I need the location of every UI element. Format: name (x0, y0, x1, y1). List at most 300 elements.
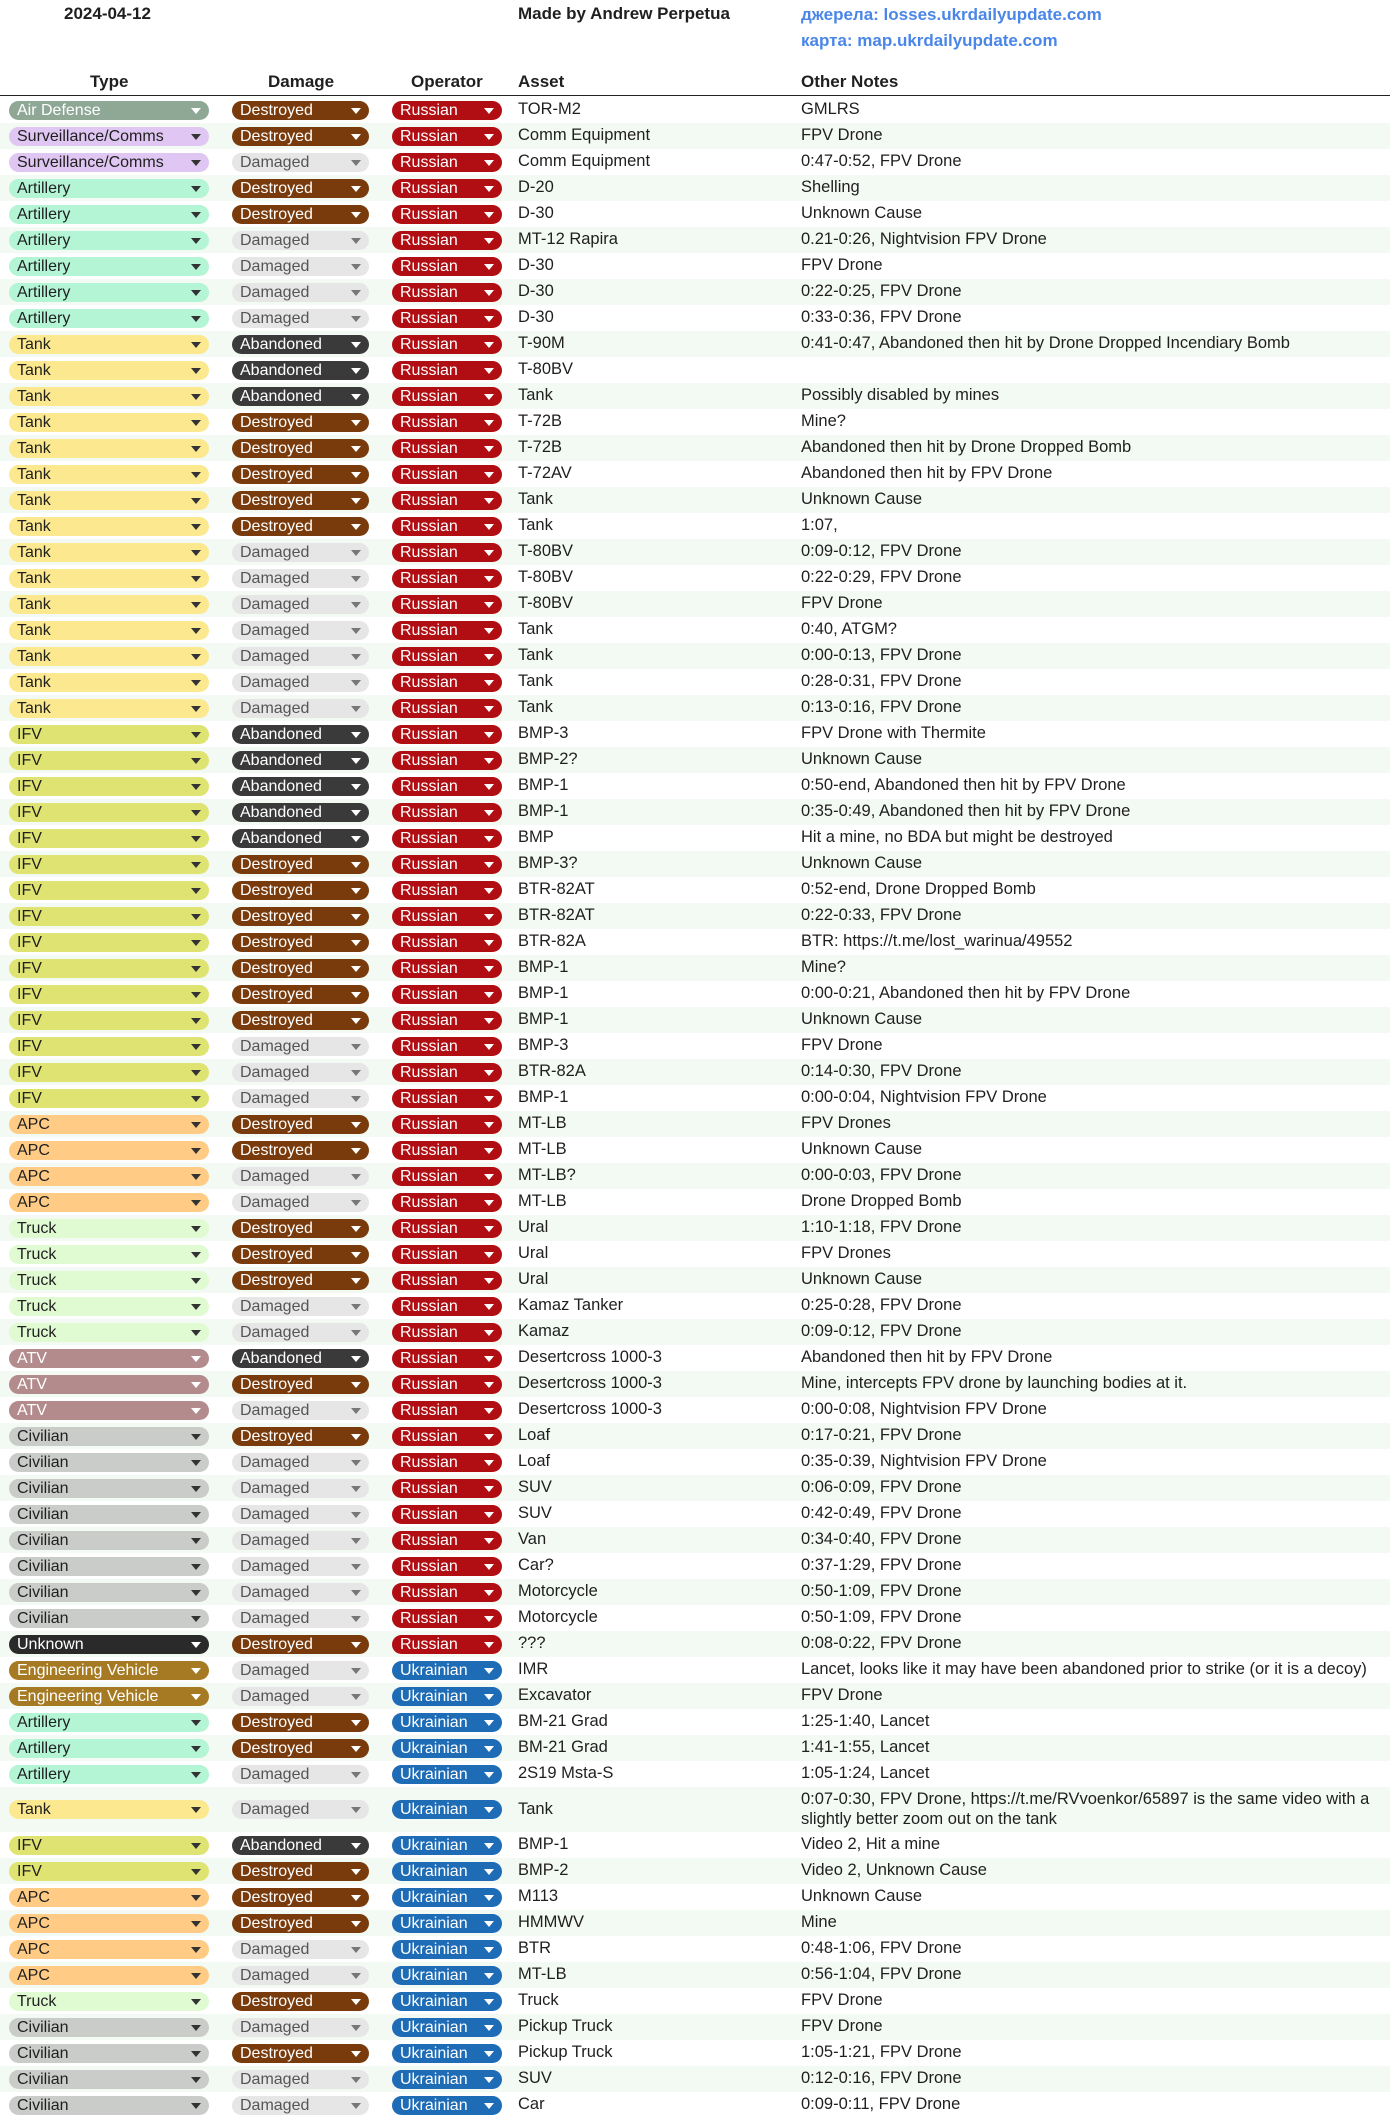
operator-dropdown[interactable] (392, 829, 502, 848)
type-dropdown[interactable] (9, 361, 209, 380)
damage-dropdown[interactable] (232, 1635, 369, 1654)
notes-cell[interactable]: 0:08-0:22, FPV Drone (801, 1634, 962, 1652)
asset-cell[interactable]: Tank (518, 386, 553, 404)
operator-dropdown[interactable] (392, 257, 502, 276)
damage-dropdown[interactable] (232, 1245, 369, 1264)
damage-dropdown[interactable] (232, 543, 369, 562)
notes-cell[interactable]: Possibly disabled by mines (801, 386, 1000, 404)
damage-dropdown[interactable] (232, 1453, 369, 1472)
asset-cell[interactable]: MT-LB (518, 1114, 567, 1132)
asset-cell[interactable]: BMP-3 (518, 724, 569, 742)
asset-cell[interactable]: D-30 (518, 256, 554, 274)
notes-cell[interactable]: 0:00-0:03, FPV Drone (801, 1166, 962, 1184)
damage-dropdown[interactable] (232, 1992, 369, 2011)
type-dropdown[interactable] (9, 153, 209, 172)
type-dropdown[interactable] (9, 1297, 209, 1316)
type-dropdown[interactable] (9, 1635, 209, 1654)
notes-cell[interactable]: 0:00-0:08, Nightvision FPV Drone (801, 1400, 1047, 1418)
damage-dropdown[interactable] (232, 1167, 369, 1186)
damage-dropdown[interactable] (232, 725, 369, 744)
notes-cell[interactable]: 0:00-0:21, Abandoned then hit by FPV Drone (801, 984, 1131, 1002)
type-dropdown[interactable] (9, 1453, 209, 1472)
type-dropdown[interactable] (9, 1115, 209, 1134)
operator-dropdown[interactable] (392, 621, 502, 640)
type-dropdown[interactable] (9, 1167, 209, 1186)
notes-cell[interactable]: 0:07-0:30, FPV Drone, https://t.me/RVvoenkor/65897 is the same video with a slightly better zoom out on the tank (801, 1790, 1370, 1828)
asset-cell[interactable]: T-72B (518, 412, 563, 430)
operator-dropdown[interactable] (392, 1713, 502, 1732)
operator-dropdown[interactable] (392, 985, 502, 1004)
damage-dropdown[interactable] (232, 1836, 369, 1855)
damage-dropdown[interactable] (232, 1966, 369, 1985)
operator-dropdown[interactable] (392, 205, 502, 224)
damage-dropdown[interactable] (232, 569, 369, 588)
damage-dropdown[interactable] (232, 387, 369, 406)
asset-cell[interactable]: BMP-1 (518, 802, 569, 820)
notes-cell[interactable]: 0:41-0:47, Abandoned then hit by Drone Dropped Incendiary Bomb (801, 334, 1290, 352)
damage-dropdown[interactable] (232, 101, 369, 120)
type-dropdown[interactable] (9, 647, 209, 666)
operator-dropdown[interactable] (392, 855, 502, 874)
operator-dropdown[interactable] (392, 1739, 502, 1758)
notes-cell[interactable]: 0:34-0:40, FPV Drone (801, 1530, 962, 1548)
operator-dropdown[interactable] (392, 491, 502, 510)
damage-dropdown[interactable] (232, 1193, 369, 1212)
operator-dropdown[interactable] (392, 153, 502, 172)
type-dropdown[interactable] (9, 127, 209, 146)
type-dropdown[interactable] (9, 1531, 209, 1550)
damage-dropdown[interactable] (232, 231, 369, 250)
type-dropdown[interactable] (9, 231, 209, 250)
damage-dropdown[interactable] (232, 179, 369, 198)
notes-cell[interactable]: 0:35-0:39, Nightvision FPV Drone (801, 1452, 1047, 1470)
operator-dropdown[interactable] (392, 725, 502, 744)
damage-dropdown[interactable] (232, 1479, 369, 1498)
damage-dropdown[interactable] (232, 491, 369, 510)
notes-cell[interactable]: 0:28-0:31, FPV Drone (801, 672, 962, 690)
damage-dropdown[interactable] (232, 1862, 369, 1881)
notes-cell[interactable]: 0:00-0:13, FPV Drone (801, 646, 962, 664)
damage-dropdown[interactable] (232, 1687, 369, 1706)
asset-cell[interactable]: SUV (518, 2069, 552, 2087)
asset-cell[interactable]: Motorcycle (518, 1608, 598, 1626)
damage-dropdown[interactable] (232, 1375, 369, 1394)
asset-cell[interactable]: BMP-2 (518, 1861, 569, 1879)
operator-dropdown[interactable] (392, 1531, 502, 1550)
type-dropdown[interactable] (9, 309, 209, 328)
asset-cell[interactable]: Tank (518, 620, 553, 638)
type-dropdown[interactable] (9, 465, 209, 484)
damage-dropdown[interactable] (232, 127, 369, 146)
asset-cell[interactable]: BMP-1 (518, 1088, 569, 1106)
asset-cell[interactable]: Pickup Truck (518, 2017, 613, 2035)
notes-cell[interactable]: 0:47-0:52, FPV Drone (801, 152, 962, 170)
asset-cell[interactable]: MT-LB? (518, 1166, 576, 1184)
operator-dropdown[interactable] (392, 1862, 502, 1881)
notes-cell[interactable]: 0:22-0:33, FPV Drone (801, 906, 962, 924)
asset-cell[interactable]: D-30 (518, 308, 554, 326)
type-dropdown[interactable] (9, 1193, 209, 1212)
asset-cell[interactable]: BMP-3 (518, 1036, 569, 1054)
asset-cell[interactable]: BTR-82A (518, 1062, 586, 1080)
asset-cell[interactable]: T-72B (518, 438, 563, 456)
asset-cell[interactable]: Truck (518, 1991, 559, 2009)
type-dropdown[interactable] (9, 1245, 209, 1264)
damage-dropdown[interactable] (232, 465, 369, 484)
type-dropdown[interactable] (9, 881, 209, 900)
damage-dropdown[interactable] (232, 1531, 369, 1550)
type-dropdown[interactable] (9, 1992, 209, 2011)
notes-cell[interactable]: 1:10-1:18, FPV Drone (801, 1218, 962, 1236)
notes-cell[interactable]: 1:41-1:55, Lancet (801, 1738, 930, 1756)
operator-dropdown[interactable] (392, 751, 502, 770)
operator-dropdown[interactable] (392, 1940, 502, 1959)
type-dropdown[interactable] (9, 1089, 209, 1108)
operator-dropdown[interactable] (392, 1245, 502, 1264)
asset-cell[interactable]: Ural (518, 1218, 549, 1236)
type-dropdown[interactable] (9, 959, 209, 978)
damage-dropdown[interactable] (232, 1609, 369, 1628)
column-header-damage[interactable]: Damage (268, 72, 335, 91)
damage-dropdown[interactable] (232, 2018, 369, 2037)
notes-cell[interactable]: 0:56-1:04, FPV Drone (801, 1965, 962, 1983)
type-dropdown[interactable] (9, 1141, 209, 1160)
operator-dropdown[interactable] (392, 2018, 502, 2037)
asset-cell[interactable]: Tank (518, 646, 553, 664)
operator-dropdown[interactable] (392, 1375, 502, 1394)
damage-dropdown[interactable] (232, 959, 369, 978)
damage-dropdown[interactable] (232, 595, 369, 614)
asset-cell[interactable]: BMP-2? (518, 750, 578, 768)
notes-cell[interactable]: 0.21-0:26, Nightvision FPV Drone (801, 230, 1047, 248)
asset-cell[interactable]: BTR-82A (518, 932, 586, 950)
type-dropdown[interactable] (9, 179, 209, 198)
notes-cell[interactable]: FPV Drone (801, 2017, 883, 2035)
notes-cell[interactable]: Unknown Cause (801, 1887, 923, 1905)
notes-cell[interactable]: 0:50-1:09, FPV Drone (801, 1582, 962, 1600)
type-dropdown[interactable] (9, 595, 209, 614)
operator-dropdown[interactable] (392, 1063, 502, 1082)
operator-dropdown[interactable] (392, 1167, 502, 1186)
damage-dropdown[interactable] (232, 439, 369, 458)
asset-cell[interactable]: BMP-1 (518, 776, 569, 794)
type-dropdown[interactable] (9, 335, 209, 354)
type-dropdown[interactable] (9, 1063, 209, 1082)
type-dropdown[interactable] (9, 1966, 209, 1985)
type-dropdown[interactable] (9, 1583, 209, 1602)
damage-dropdown[interactable] (232, 205, 369, 224)
notes-cell[interactable]: FPV Drones (801, 1114, 891, 1132)
type-dropdown[interactable] (9, 517, 209, 536)
asset-cell[interactable]: Desertcross 1000-3 (518, 1400, 662, 1418)
column-header-asset[interactable]: Asset (518, 72, 565, 91)
damage-dropdown[interactable] (232, 1888, 369, 1907)
notes-cell[interactable]: 0:09-0:12, FPV Drone (801, 1322, 962, 1340)
type-dropdown[interactable] (9, 413, 209, 432)
map-source-link[interactable]: карта: map.ukrdailyupdate.com (801, 31, 1058, 50)
damage-dropdown[interactable] (232, 361, 369, 380)
notes-cell[interactable]: 0:35-0:49, Abandoned then hit by FPV Drone (801, 802, 1131, 820)
type-dropdown[interactable] (9, 2096, 209, 2115)
operator-dropdown[interactable] (392, 413, 502, 432)
notes-cell[interactable]: 0:06-0:09, FPV Drone (801, 1478, 962, 1496)
operator-dropdown[interactable] (392, 1401, 502, 1420)
type-dropdown[interactable] (9, 257, 209, 276)
notes-cell[interactable]: FPV Drone (801, 594, 883, 612)
damage-dropdown[interactable] (232, 153, 369, 172)
damage-dropdown[interactable] (232, 1940, 369, 1959)
operator-dropdown[interactable] (392, 127, 502, 146)
column-header-operator[interactable]: Operator (411, 72, 483, 91)
operator-dropdown[interactable] (392, 569, 502, 588)
damage-dropdown[interactable] (232, 309, 369, 328)
type-dropdown[interactable] (9, 2044, 209, 2063)
type-dropdown[interactable] (9, 491, 209, 510)
damage-dropdown[interactable] (232, 413, 369, 432)
type-dropdown[interactable] (9, 205, 209, 224)
asset-cell[interactable]: T-90M (518, 334, 565, 352)
operator-dropdown[interactable] (392, 881, 502, 900)
notes-cell[interactable]: Unknown Cause (801, 750, 923, 768)
operator-dropdown[interactable] (392, 179, 502, 198)
operator-dropdown[interactable] (392, 1505, 502, 1524)
type-dropdown[interactable] (9, 1661, 209, 1680)
notes-cell[interactable]: 0:48-1:06, FPV Drone (801, 1939, 962, 1957)
notes-cell[interactable]: Unknown Cause (801, 490, 923, 508)
operator-dropdown[interactable] (392, 361, 502, 380)
asset-cell[interactable]: BMP (518, 828, 554, 846)
asset-cell[interactable]: T-72AV (518, 464, 572, 482)
asset-cell[interactable]: Tank (518, 1800, 553, 1818)
asset-cell[interactable]: Van (518, 1530, 547, 1548)
notes-cell[interactable]: 0:50-1:09, FPV Drone (801, 1608, 962, 1626)
type-dropdown[interactable] (9, 1800, 209, 1819)
asset-cell[interactable]: Comm Equipment (518, 152, 651, 170)
asset-cell[interactable]: BMP-3? (518, 854, 578, 872)
type-dropdown[interactable] (9, 1687, 209, 1706)
damage-dropdown[interactable] (232, 907, 369, 926)
type-dropdown[interactable] (9, 1271, 209, 1290)
asset-cell[interactable]: Desertcross 1000-3 (518, 1348, 662, 1366)
damage-dropdown[interactable] (232, 257, 369, 276)
operator-dropdown[interactable] (392, 309, 502, 328)
damage-dropdown[interactable] (232, 1765, 369, 1784)
type-dropdown[interactable] (9, 1375, 209, 1394)
notes-cell[interactable]: 0:50-end, Abandoned then hit by FPV Drone (801, 776, 1126, 794)
notes-cell[interactable]: Shelling (801, 178, 860, 196)
notes-cell[interactable]: 0:40, ATGM? (801, 620, 897, 638)
operator-dropdown[interactable] (392, 1992, 502, 2011)
notes-cell[interactable]: FPV Drone (801, 1686, 883, 1704)
notes-cell[interactable]: Hit a mine, no BDA but might be destroyed (801, 828, 1113, 846)
operator-dropdown[interactable] (392, 1888, 502, 1907)
damage-dropdown[interactable] (232, 2070, 369, 2089)
operator-dropdown[interactable] (392, 1765, 502, 1784)
type-dropdown[interactable] (9, 439, 209, 458)
damage-dropdown[interactable] (232, 1219, 369, 1238)
asset-cell[interactable]: SUV (518, 1504, 552, 1522)
type-dropdown[interactable] (9, 673, 209, 692)
asset-cell[interactable]: Kamaz Tanker (518, 1296, 624, 1314)
type-dropdown[interactable] (9, 1479, 209, 1498)
asset-cell[interactable]: D-30 (518, 204, 554, 222)
type-dropdown[interactable] (9, 1739, 209, 1758)
type-dropdown[interactable] (9, 101, 209, 120)
asset-cell[interactable]: T-80BV (518, 360, 574, 378)
type-dropdown[interactable] (9, 933, 209, 952)
operator-dropdown[interactable] (392, 1583, 502, 1602)
notes-cell[interactable]: 0:00-0:04, Nightvision FPV Drone (801, 1088, 1047, 1106)
damage-dropdown[interactable] (232, 283, 369, 302)
operator-dropdown[interactable] (392, 1966, 502, 1985)
notes-cell[interactable]: 1:05-1:24, Lancet (801, 1764, 930, 1782)
damage-dropdown[interactable] (232, 1271, 369, 1290)
type-dropdown[interactable] (9, 569, 209, 588)
type-dropdown[interactable] (9, 2070, 209, 2089)
type-dropdown[interactable] (9, 1037, 209, 1056)
damage-dropdown[interactable] (232, 1323, 369, 1342)
notes-cell[interactable]: 1:07, (801, 516, 838, 534)
notes-cell[interactable]: Drone Dropped Bomb (801, 1192, 962, 1210)
damage-dropdown[interactable] (232, 855, 369, 874)
damage-dropdown[interactable] (232, 1297, 369, 1316)
operator-dropdown[interactable] (392, 1914, 502, 1933)
type-dropdown[interactable] (9, 751, 209, 770)
operator-dropdown[interactable] (392, 465, 502, 484)
asset-cell[interactable]: MT-LB (518, 1140, 567, 1158)
notes-cell[interactable]: 0:42-0:49, FPV Drone (801, 1504, 962, 1522)
operator-dropdown[interactable] (392, 2096, 502, 2115)
asset-cell[interactable]: BMP-1 (518, 958, 569, 976)
type-dropdown[interactable] (9, 621, 209, 640)
type-dropdown[interactable] (9, 1557, 209, 1576)
notes-cell[interactable]: Lancet, looks like it may have been abandoned prior to strike (or it is a decoy) (801, 1660, 1367, 1678)
operator-dropdown[interactable] (392, 1323, 502, 1342)
asset-cell[interactable]: MT-LB (518, 1192, 567, 1210)
operator-dropdown[interactable] (392, 231, 502, 250)
operator-dropdown[interactable] (392, 1297, 502, 1316)
type-dropdown[interactable] (9, 777, 209, 796)
operator-dropdown[interactable] (392, 777, 502, 796)
asset-cell[interactable]: BMP-1 (518, 984, 569, 1002)
notes-cell[interactable]: 1:25-1:40, Lancet (801, 1712, 930, 1730)
damage-dropdown[interactable] (232, 829, 369, 848)
operator-dropdown[interactable] (392, 1609, 502, 1628)
damage-dropdown[interactable] (232, 1505, 369, 1524)
operator-dropdown[interactable] (392, 595, 502, 614)
damage-dropdown[interactable] (232, 699, 369, 718)
operator-dropdown[interactable] (392, 1219, 502, 1238)
damage-dropdown[interactable] (232, 985, 369, 1004)
type-dropdown[interactable] (9, 725, 209, 744)
asset-cell[interactable]: Pickup Truck (518, 2043, 613, 2061)
notes-cell[interactable]: Video 2, Unknown Cause (801, 1861, 987, 1879)
type-dropdown[interactable] (9, 699, 209, 718)
notes-cell[interactable]: Mine? (801, 958, 846, 976)
damage-dropdown[interactable] (232, 881, 369, 900)
notes-cell[interactable]: FPV Drone with Thermite (801, 724, 986, 742)
operator-dropdown[interactable] (392, 933, 502, 952)
operator-dropdown[interactable] (392, 1557, 502, 1576)
notes-cell[interactable]: Mine? (801, 412, 846, 430)
operator-dropdown[interactable] (392, 1836, 502, 1855)
asset-cell[interactable]: Tank (518, 672, 553, 690)
damage-dropdown[interactable] (232, 1713, 369, 1732)
type-dropdown[interactable] (9, 1862, 209, 1881)
asset-cell[interactable]: T-80BV (518, 542, 574, 560)
damage-dropdown[interactable] (232, 335, 369, 354)
operator-dropdown[interactable] (392, 1349, 502, 1368)
damage-dropdown[interactable] (232, 1583, 369, 1602)
asset-cell[interactable]: Tank (518, 490, 553, 508)
notes-cell[interactable]: FPV Drone (801, 126, 883, 144)
notes-cell[interactable]: 1:05-1:21, FPV Drone (801, 2043, 962, 2061)
damage-dropdown[interactable] (232, 673, 369, 692)
operator-dropdown[interactable] (392, 1089, 502, 1108)
type-dropdown[interactable] (9, 1765, 209, 1784)
notes-cell[interactable]: 0:09-0:11, FPV Drone (801, 2095, 961, 2113)
operator-dropdown[interactable] (392, 907, 502, 926)
asset-cell[interactable]: Ural (518, 1270, 549, 1288)
damage-dropdown[interactable] (232, 1063, 369, 1082)
asset-cell[interactable]: Comm Equipment (518, 126, 651, 144)
damage-dropdown[interactable] (232, 1011, 369, 1030)
operator-dropdown[interactable] (392, 1453, 502, 1472)
damage-dropdown[interactable] (232, 2096, 369, 2115)
asset-cell[interactable]: Desertcross 1000-3 (518, 1374, 662, 1392)
asset-cell[interactable]: Kamaz (518, 1322, 570, 1340)
operator-dropdown[interactable] (392, 959, 502, 978)
notes-cell[interactable]: 0:13-0:16, FPV Drone (801, 698, 962, 716)
type-dropdown[interactable] (9, 985, 209, 1004)
asset-cell[interactable]: Excavator (518, 1686, 592, 1704)
column-header-type[interactable]: Type (90, 72, 129, 91)
damage-dropdown[interactable] (232, 1037, 369, 1056)
notes-cell[interactable]: 0:09-0:12, FPV Drone (801, 542, 962, 560)
operator-dropdown[interactable] (392, 283, 502, 302)
notes-cell[interactable]: Abandoned then hit by FPV Drone (801, 1348, 1053, 1366)
notes-cell[interactable]: BTR: https://t.me/lost_warinua/49552 (801, 932, 1073, 950)
asset-cell[interactable]: Ural (518, 1244, 549, 1262)
notes-cell[interactable]: FPV Drone (801, 1991, 883, 2009)
damage-dropdown[interactable] (232, 1401, 369, 1420)
operator-dropdown[interactable] (392, 1635, 502, 1654)
type-dropdown[interactable] (9, 1323, 209, 1342)
damage-dropdown[interactable] (232, 751, 369, 770)
type-dropdown[interactable] (9, 855, 209, 874)
notes-cell[interactable]: FPV Drone (801, 256, 883, 274)
type-dropdown[interactable] (9, 1836, 209, 1855)
damage-dropdown[interactable] (232, 1089, 369, 1108)
notes-cell[interactable]: 0:12-0:16, FPV Drone (801, 2069, 962, 2087)
operator-dropdown[interactable] (392, 1037, 502, 1056)
operator-dropdown[interactable] (392, 1479, 502, 1498)
operator-dropdown[interactable] (392, 1271, 502, 1290)
type-dropdown[interactable] (9, 1349, 209, 1368)
notes-cell[interactable]: Abandoned then hit by Drone Dropped Bomb (801, 438, 1132, 456)
type-dropdown[interactable] (9, 1888, 209, 1907)
damage-dropdown[interactable] (232, 1661, 369, 1680)
asset-cell[interactable]: BM-21 Grad (518, 1712, 608, 1730)
damage-dropdown[interactable] (232, 1557, 369, 1576)
damage-dropdown[interactable] (232, 1141, 369, 1160)
operator-dropdown[interactable] (392, 387, 502, 406)
notes-cell[interactable]: GMLRS (801, 100, 860, 118)
type-dropdown[interactable] (9, 829, 209, 848)
notes-cell[interactable]: Video 2, Hit a mine (801, 1835, 941, 1853)
notes-cell[interactable]: 0:14-0:30, FPV Drone (801, 1062, 962, 1080)
operator-dropdown[interactable] (392, 1800, 502, 1819)
